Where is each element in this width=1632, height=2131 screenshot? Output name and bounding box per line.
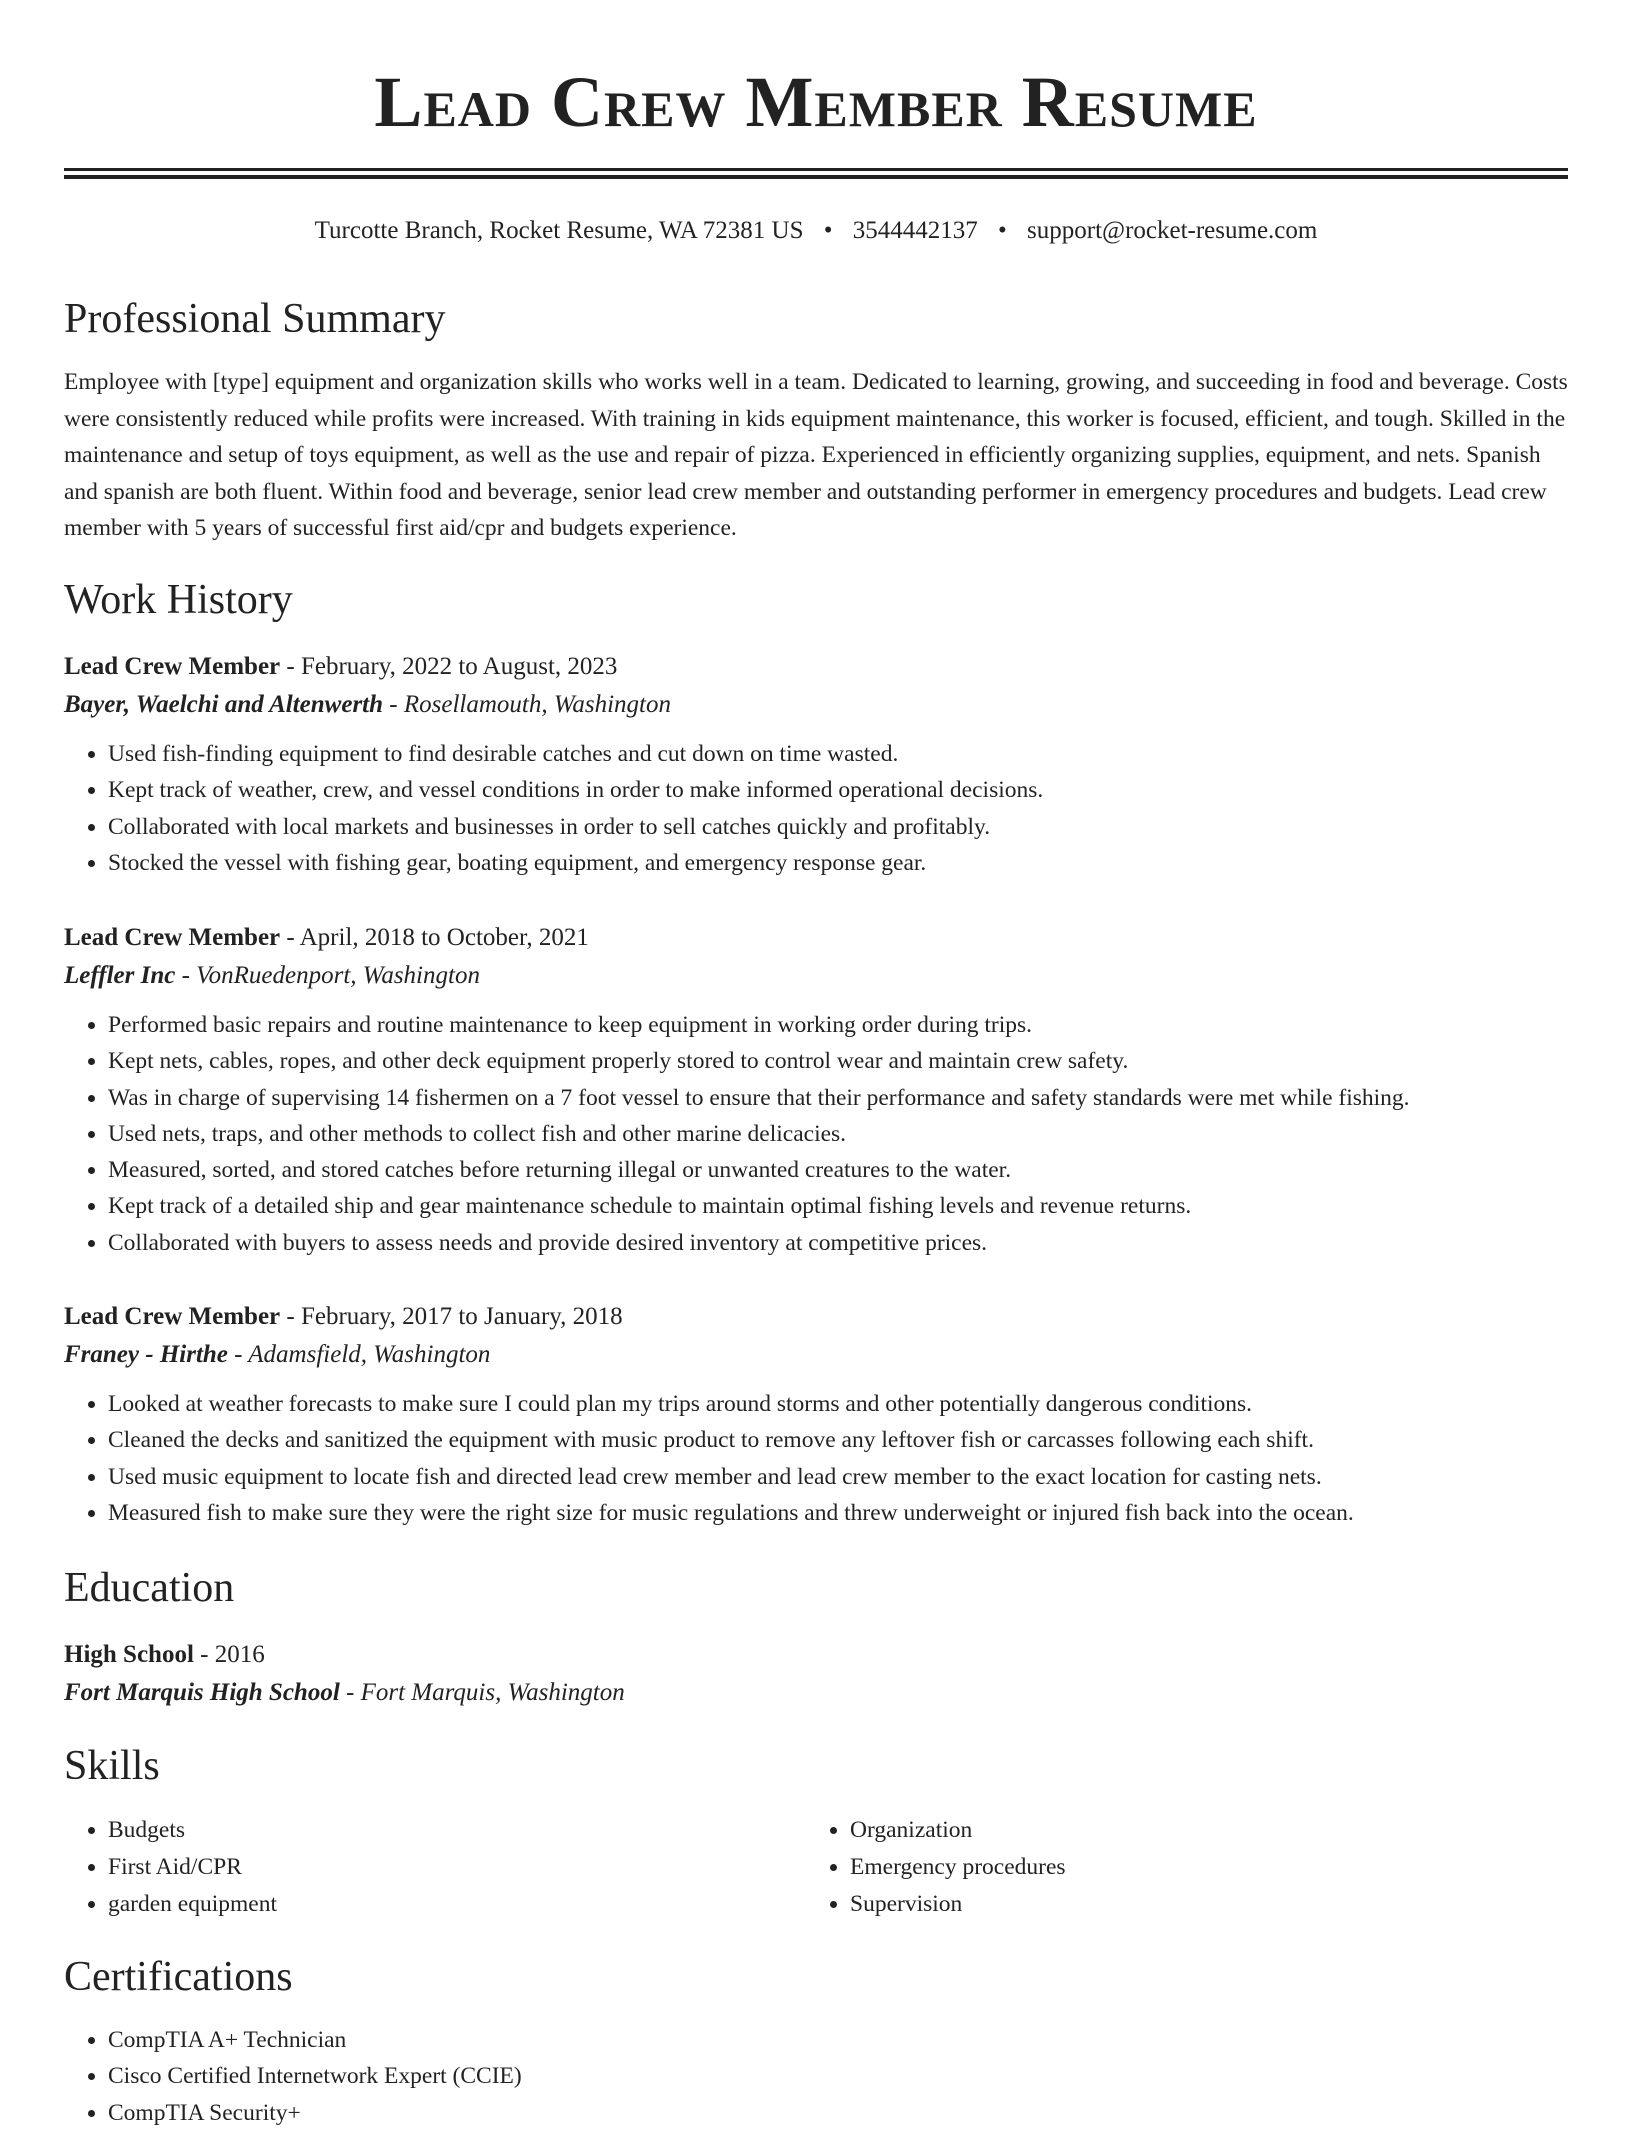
list-item: • Kept track of weather, crew, and vessel conditions in order to make informed operational decisions. bbox=[108, 772, 1568, 808]
job-title-line bbox=[64, 1298, 1568, 1336]
education-heading: Education bbox=[64, 1565, 235, 1611]
job-company-line bbox=[64, 957, 1568, 995]
education-school: Fort Marquis High School bbox=[64, 1679, 340, 1706]
job-duties-list bbox=[64, 736, 1568, 881]
education-degree-line bbox=[64, 1636, 1568, 1674]
job-entry bbox=[64, 1298, 1568, 1531]
list-item: • Collaborated with local markets and businesses in order to sell catches quickly and profitably. bbox=[108, 809, 1568, 845]
contact-address: Turcotte Branch, Rocket Resume, WA 72381 US bbox=[314, 217, 804, 244]
list-item: • Measured fish to make sure they were the right size for music regulations and threw underweight or injured fish back into the ocean. bbox=[108, 1495, 1568, 1531]
job-company-line bbox=[64, 1336, 1568, 1374]
education-location: - Fort Marquis, Washington bbox=[339, 1679, 625, 1706]
list-item: • First Aid/CPR bbox=[108, 1849, 277, 1886]
certifications-heading: Certifications bbox=[64, 1954, 293, 2000]
job-entry bbox=[64, 919, 1568, 1261]
job-duties-list bbox=[64, 1007, 1568, 1261]
list-item: • Cleaned the decks and sanitized the equipment with music product to remove any leftover fish or carcasses following each shift. bbox=[108, 1422, 1568, 1458]
job-title-line bbox=[64, 919, 1568, 957]
list-item: • Used music equipment to locate fish and directed lead crew member and lead crew member to the exact location for casting nets. bbox=[108, 1459, 1568, 1495]
education-entry bbox=[64, 1636, 1568, 1712]
job-title-line bbox=[64, 648, 1568, 686]
list-item: • Organization bbox=[850, 1812, 1066, 1849]
list-item: • Emergency procedures bbox=[850, 1849, 1066, 1886]
list-item: • Performed basic repairs and routine maintenance to keep equipment in working order during trips. bbox=[108, 1007, 1568, 1043]
job-company: Franey - Hirthe bbox=[64, 1341, 228, 1368]
job-title: Lead Crew Member bbox=[64, 1303, 281, 1330]
list-item: • Collaborated with buyers to assess needs and provide desired inventory at competitive prices. bbox=[108, 1225, 1568, 1261]
job-location: - VonRuedenport, Washington bbox=[175, 962, 480, 989]
list-item: • Cisco Certified Internetwork Expert (CCIE) bbox=[108, 2058, 1612, 2094]
list-item: • Supervision bbox=[850, 1886, 1066, 1923]
resume-title: Lead Crew Member Resume bbox=[374, 62, 1258, 142]
list-item: • Kept nets, cables, ropes, and other deck equipment properly stored to control wear and maintain crew safety. bbox=[108, 1043, 1568, 1079]
job-company: Bayer, Waelchi and Altenwerth bbox=[64, 691, 384, 718]
skills-column-right bbox=[806, 1812, 1066, 1923]
list-item: • garden equipment bbox=[108, 1886, 277, 1923]
certifications-list bbox=[64, 2022, 1612, 2131]
skills-heading: Skills bbox=[64, 1743, 160, 1789]
job-dates: - February, 2022 to August, 2023 bbox=[280, 653, 618, 680]
education-school-line bbox=[64, 1674, 1568, 1712]
education-degree: High School bbox=[64, 1641, 194, 1668]
job-dates: - February, 2017 to January, 2018 bbox=[280, 1303, 623, 1330]
job-dates: - April, 2018 to October, 2021 bbox=[280, 924, 589, 951]
summary-text: Employee with [type] equipment and organization skills who works well in a team. Dedicated to learning, growing, and succeeding in food and beverage. Costs were consistently reduced while profits were increased. With training in kids equipment maintenance, this worker is focused, efficient, and tough. Skilled in the maintenance and setup of toys equipment, as well as the use and repair of pizza. Experienced in efficiently organizing supplies, equipment, and nets. Spanish and spanish are both fluent. Within food and beverage, senior lead crew member and outstanding performer in emergency procedures and budgets. Lead crew member with 5 years of successful first aid/cpr and budgets experience. bbox=[64, 369, 1568, 542]
job-title: Lead Crew Member bbox=[64, 924, 281, 951]
contact-email: support@rocket-resume.com bbox=[1027, 217, 1318, 244]
list-item: • CompTIA Security+ bbox=[108, 2095, 1612, 2131]
list-item: • Budgets bbox=[108, 1812, 277, 1849]
job-location: - Adamsfield, Washington bbox=[227, 1341, 491, 1368]
contact-phone: 3544442137 bbox=[852, 217, 978, 244]
resume-page bbox=[64, 0, 1568, 2126]
education-year: - 2016 bbox=[193, 1641, 265, 1668]
list-item: • Looked at weather forecasts to make sure I could plan my trips around storms and other potentially dangerous conditions. bbox=[108, 1386, 1568, 1422]
work-history-heading: Work History bbox=[64, 577, 293, 623]
list-item: • Measured, sorted, and stored catches before returning illegal or unwanted creatures to the water. bbox=[108, 1152, 1568, 1188]
contact-separator: • bbox=[823, 217, 833, 244]
summary-heading: Professional Summary bbox=[64, 296, 446, 342]
list-item: • Stocked the vessel with fishing gear, boating equipment, and emergency response gear. bbox=[108, 845, 1568, 881]
list-item: • Kept track of a detailed ship and gear maintenance schedule to maintain optimal fishing levels and revenue returns. bbox=[108, 1188, 1568, 1224]
list-item: • Used fish-finding equipment to find desirable catches and cut down on time wasted. bbox=[108, 736, 1568, 772]
job-location: - Rosellamouth, Washington bbox=[383, 691, 671, 718]
contact-line bbox=[64, 214, 1568, 248]
job-title: Lead Crew Member bbox=[64, 653, 281, 680]
job-duties-list bbox=[64, 1386, 1568, 1531]
list-item: • Was in charge of supervising 14 fishermen on a 7 foot vessel to ensure that their performance and safety standards were met while fishing. bbox=[108, 1080, 1568, 1116]
title-divider-top bbox=[64, 168, 1568, 171]
contact-separator: • bbox=[998, 217, 1007, 244]
job-company-line bbox=[64, 686, 1568, 724]
title-divider-bottom bbox=[64, 175, 1568, 179]
list-item: • Used nets, traps, and other methods to collect fish and other marine delicacies. bbox=[108, 1116, 1568, 1152]
job-entry bbox=[64, 648, 1568, 881]
list-item: • CompTIA A+ Technician bbox=[108, 2022, 1612, 2058]
skills-column-left bbox=[64, 1812, 277, 1923]
job-company: Leffler Inc bbox=[64, 962, 176, 989]
